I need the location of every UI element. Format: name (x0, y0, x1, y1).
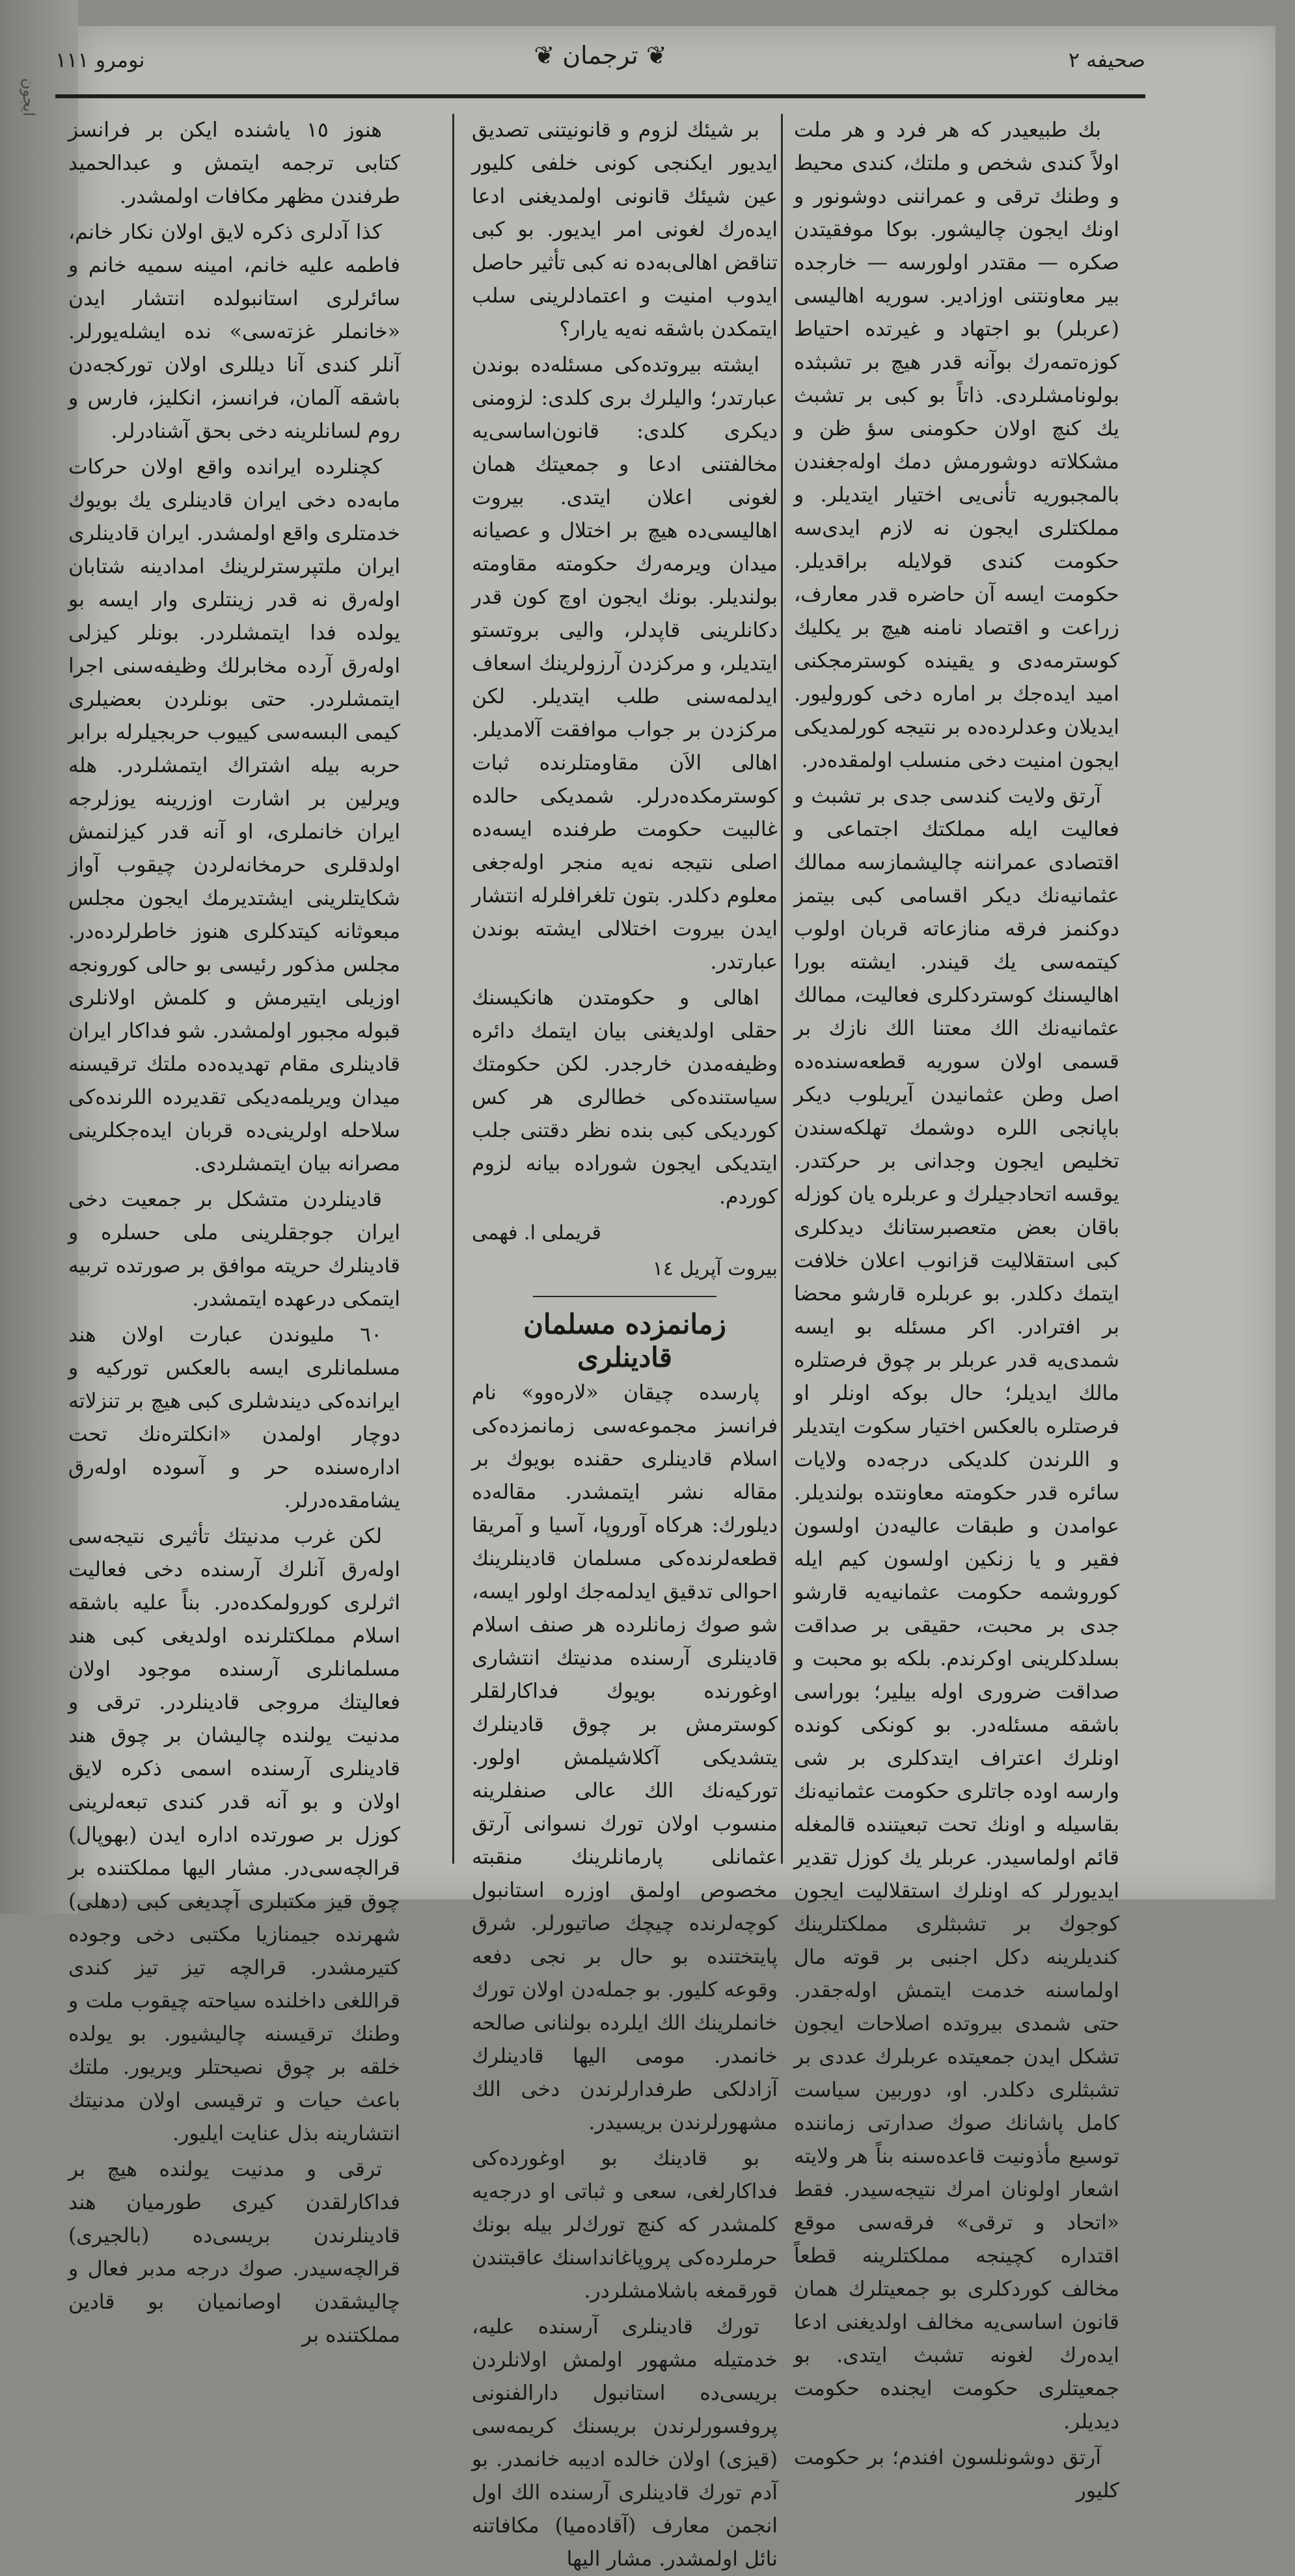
paragraph: لكن غرب مدنيتك تأثيرى نتيجه‌سى اوله‌رق آنلرك آرسنده دخى فعاليت اثرلرى كورولمكده‌در. بناً عليه باشقه اسلام مملكتلرنده اولديغى كبى هند مسلمانلرى آرسنده موجود اولان فعاليتك مروجى قادينلردر. ترقى و مدنيت يولنده چاليشان بر چوق هند قادينلرى آرسنده اسمى ذكره لايق اولان و بو آنه قدر كندى تبعه‌لرينى كوزل بر صورتده اداره ايدن (بهوپال) قرالچه‌سى‌در. مشار اليها مملكتنده بر چوق قيز مكتبلرى آچديغى كبى (دهلى) شهرنده جيمنازيا مكتبى دخى وجوده كتيرمشدر. قرالچه تيز تيز كندى قراللغى داخلنده سياحته چيقوب ملت و وطنك ترقيسنه چاليشيور. بو يولده خلقه بر چوق نصيحتلر ويريور. ملتك باعث حيات و ترقيسى اولان مدنيتك انتشارينه بذل عنايت ايليور. (68, 1525, 400, 2145)
column-divider (781, 114, 783, 1864)
dateline: بيروت آپريل ١٤ (652, 1257, 778, 1280)
paragraph: آرتق ولايت كندسى جدى بر تشبث و فعاليت ايله مملكتك اجتماعى و اقتصادى عمراننه چاليشمازسه ممالك عثمانيه‌نك ديكر اقسامى كبى بيتمز دوكنمز فرقه منازعاته قربان اولوب كيتمه‌سى يك قيندر. ايشته بورا اهاليسنك كوستردكلرى فعاليت، ممالك عثمانيه‌نك الك معتنا الك نازك بر قسمى اولان سوريه قطعه‌سنده‌ده اصل وطن عثمانيدن آيريلوب ديكر باپانجى اللره دوشمك تهلكه‌سندن تخليص ايجون وجدانى بر حركتدر. يوقسه اتحادجيلرك و عربلره يان كوزله باقان بعض متعصبرستانك ديدكلرى كبى استقلاليت قزانوب اعلان خلافت ايتمك دكلدر. بو عربلره قارشو محضا بر افترادر. اكر مسئله بو ايسه شمدى‌يه قدر عربلر بر چوق فرصتلره مالك ايديلر؛ حال بوكه اونلر او فرصتلره بالعكس اختيار سكوت ايتديلر و اللرندن كلديكى درجه‌ده ولايات سائره قدر حكومته معاونتده بولنديلر. عوامدن و طبقات عاليه‌دن اولسون فقير و يا زنكين اولسون كيم ايله كوروشمه حكومت عثمانيه‌يه قارشو جدى بر محبت، حقيقى بر صداقت بسلدكلرينى اوكرندم. بلكه بو محبت و صداقت ضرورى اوله بيلير؛ بوراسى باشقه مسئله‌در. بو كونكى كونده اونلرك اعتراف ايتدكلرى بر شى وارسه اوده جاتلرى حكومت عثمانيه‌نك بقاسيله و اونك تحت تبعيتنده قالمغله قائم اولماسيدر. عربلر يك كوزل تقدير ايديورلر كه اونلرك استقلاليت ايجون كوجوك بر تشبثلرى مملكتلرينك كنديلرينه دكل اجنبى بر قوته مال اولماسنه خدمت ايتمش اوله‌جقدر. حتى شمدى بيروتده اصلاحات ايجون تشكل ايدن جمعيتده عربلرك عددى بر تشبثلرى دكلدر. او، دوربين سياست كامل پاشانك صوك صدارتى زماننده توسيع مأذونيت قاعده‌سنه بناً هر ولايته اشعار اولونان امرك نتيجه‌سيدر. فقط «اتحاد و ترقى» فرقه‌سى موقع اقتداره كچينجه مملكتلرينه قطعاً مخالف كوردكلرى بو جمعيتلرك همان قانون اساسى‌يه مخالف اولديغنى ادعا ايده‌رك لغونه تشبث ايتدى. بو جمعيتلرى حكومت ايجنده حكومت ديديلر. (794, 785, 1119, 2434)
article-separator (533, 1296, 716, 1297)
newspaper-title (55, 41, 1145, 70)
paragraph: هنوز ١٥ ياشنده ايكن بر فرانسز كتابى ترجمه ايتمش و عبدالحميد طرفندن مظهر مكافات اولمشدر. (68, 118, 400, 208)
column-right (794, 114, 1119, 2502)
article-heading: زمانمزده مسلمان قادينلرى (523, 1308, 726, 1373)
paragraph: ٦٠ مليوندن عبارت اولان هند مسلمانلرى ايسه بالعكس توركيه و ايرانده‌كى ديندشلرى كبى هيچ بر تنزلاته دوچار اولمدن «انكلتره‌نك تحت اداره‌سنده حر و آسوده اوله‌رق يشامقده‌درلر. (68, 1323, 400, 1512)
paragraph: آرتق دوشونلسون افندم؛ بر حكومت كليور (794, 2446, 1119, 2502)
column-left (68, 114, 400, 2347)
page-number: صحيفه ٢ (1068, 47, 1145, 72)
column-divider (452, 114, 454, 1864)
paragraph: كذا آدلرى ذكره لايق اولان نكار خانم، فاطمه عليه خانم، امينه سميه خانم و سائرلرى استانبولده انتشار ايدن «خانملر غزته‌سى» نده ايشله‌يورلر. آنلر كندى آنا ديللرى اولان توركجه‌دن باشقه آلمان، فرانسز، انكليز، فارس و روم لسانلرينه دخى بحق آشنادرلر. (68, 221, 400, 443)
edge-text: ايجون (20, 78, 38, 116)
paragraph: كچنلرده ايرانده واقع اولان حركات مابه‌ده دخى ايران قادينلرى يك بويوك خدمتلرى واقع اولمشدر. ايران قادينلرى ايران ملتپرسترلرينك امدادينه شتابان اوله‌رق نه قدر زينتلرى وار ايسه بو يولده فدا ايتمشلردر. بونلر كيزلى اوله‌رق آرده مخابرلك وظيفه‌سنى اجرا ايتمشلردر. حتى بونلردن بعضيلرى كيمى البسه‌سى كييوب حربجيلرله برابر حربه بيله اشتراك ايتمشلردر. هله ويرلين بر اشارت اوزرينه يوزلرجه ايران خانملرى، او آنه قدر كيزلنمش اولدقلرى حرمخانه‌لردن چيقوب آواز شكايتلرينى ايشتديرمك ايجون مجلس مبعوثانه كيتدكلرى هنوز خاطرلرده‌در. مجلس مذكور رئيسى بو حالى كورونجه اوزيلى ايتيرمش و كلمش اولانلرى قبوله مجبور اولمشدر. شو فداكار ايران قادينلرى مقام تهديده‌ده ملتك ترقيسنه ميدان ويريلمه‌ديكى تقديرده اللرنده‌كى سلاحله اولرينى‌ده قربان ايده‌جكلرينى مصرانه بيان ايتمشلردى. (68, 455, 400, 1175)
adjacent-page-edge (0, 0, 78, 1914)
masthead (55, 36, 1145, 94)
newspaper-name: ترجمان (562, 41, 638, 70)
paragraph: بر شيئك لزوم و قانونيتنى تصديق ايديور ايكنجى كونى خلفى كليور عين شيئك قانونى اولمديغنى ادعا ايده‌رك لغونى امر ايديور. بو كبى تناقض اهالى‌به‌ده نه كبى تأثير حاصل ايدوب امنيت و اعتمادلرينى سلب ايتمكدن باشقه نه‌يه يارار؟ (472, 118, 778, 341)
header-rule (55, 94, 1145, 98)
paragraph: بك طبيعيدر كه هر فرد و هر ملت اولاً كندى شخص و ملتك، كندى محيط و وطنك ترقى و عمراننى دوشونور و اونك ايجون چاليشور. بوكا موفقيتدن صكره — مقتدر اولورسه — خارجده بير معاونتنى اوزادير. سوريه اهاليسى (عربلر) بو اجتهاد و غيرتده احتياط كوزه‌تمه‌رك بوآنه قدر هيچ بر تشبثده بولونامشلردى. ذاتاً بو كبى بر تشبث يك كنچ اولان حكومنى سؤ ظن و مشكلاته دوشورمش دمك اوله‌جغندن بالمجبوريه تأنى‌يى اختيار ايتديلر. و مملكتلرى ايجون نه لازم ايدى‌سه حكومت كندى قولايله براقديلر. حكومت ايسه آن حاضره قدر معارف، زراعت و اقتصاد نامنه هيچ بر يكليك كوسترمه‌دى و يقينده كوسترمجكنى اميد ايده‌جك بر اماره دخى كوروليور. ايديلان وعدلرده‌ده بر نتيجه كورلمديكى ايجون امنيت دخى منسلب اولمقده‌در. (794, 118, 1119, 772)
issue-number: نومرو ١١١ (55, 47, 145, 72)
column-middle (472, 114, 778, 2571)
paragraph: ايشته بيروتده‌كى مسئله‌ده بوندن عبارتدر؛ واليلرك برى كلدى: لزومنى ديكرى كلدى: قانون‌اساسى‌يه مخالفتنى ادعا و جمعيتك همان لغونى اعلان ايتدى. بيروت اهاليسى‌ده هيچ بر اختلال و عصيانه ميدان ويرمه‌رك حكومته مقاومته بولنديلر. بونك ايجون اوچ كون قدر دكانلرينى قاپدلر، واليى بروتستو ايتديلر، و مركزدن آرزولرينك اسعاف ايدلمه‌سنى طلب ايتديلر. لكن مركزدن بر جواب موافقت آلامديلر. اهالى الاَن مقاومتلرنده ثبات كوسترمكده‌درلر. شمديكى حالده غالبيت حكومت طرفنده ايسه‌ده اصلى نتيجه نه‌يه منجر اوله‌جغى معلوم دكلدر. بتون تلغرافلرله انتشار ايدن بيروت اختلالى ايشته بوندن عبارتدر. (472, 353, 778, 974)
ornament-icon: ❦ (534, 41, 563, 70)
paragraph: قادينلردن متشكل بر جمعيت دخى ايران جوجقلرينى ملى حسلره و قادينلرك حريته موافق بر صورتده تربيه ايتمكى درعهده ايتمشدر. (68, 1188, 400, 1311)
paragraph: بو قادينك بو اوغورده‌كى فداكارلغى، سعى و ثباتى او درجه‌يه كلمشدر كه كنچ تورك‌لر بيله بونك حرملرده‌كى پروپاغانداسنك عاقبتندن قورقمغه باشلامشلردر. (472, 2147, 778, 2303)
paragraph: پارسده چيقان «لاره‌وو» نام فرانسز مجموعه‌سى زمانمزده‌كى اسلام قادينلرى حقنده بويوك بر مقاله نشر ايتمشدر. مقاله‌ده ديلورك: هركاه آوروپا، آسيا و آمريقا قطعه‌لرنده‌كى مسلمان قادينلرينك احوالى تدقيق ايدلمه‌جك اولور ايسه، شو صوك زمانلرده هر صنف اسلام قادينلرى آرسنده مدنيتك انتشارى اوغورنده بويوك فداكارلقلر كوسترمش بر چوق قادينلرك يتشديكى آكلاشيلمش اولور. توركيه‌نك الك عالى صنفلرينه منسوب اولان تورك نسوانى آرتق عثمانلى پارمانلرينك منقبته مخصوص اولمق اوزره استانبول كوچه‌لرنده چيچك صاتيورلر. شرق پايتختنده بو حال بر نجى دفعه وقوعه كليور. بو جمله‌دن اولان تورك خانملرينك الك ايلرده بولنانى صالحه خانمدر. مومى اليها قادينلرك آزادلكى طرفدارلرندن دخى الك مشهورلرندن بريسيدر. (472, 1381, 778, 2134)
paragraph: اهالى و حكومتدن هانكيسنك حقلى اولديغنى بيان ايتمك دائره وظيفه‌مدن خارجدر. لكن حكومتك سياستنده‌كى خطالرى هر كس كورديكى كبى بنده نظر دقتنى جلب ايتديكى ايجون شوراده بيانه لزوم كوردم. (472, 986, 778, 1209)
paragraph: ترقى و مدنيت يولنده هيچ بر فداكارلقدن كيرى طورميان هند قادينلرندن بريسى‌ده (بالجيرى) قرالچه‌سيدر. صوك درجه مدبر فعال و چاليشقدن اوصانميان بو قادين مملكتنده بر (68, 2158, 400, 2347)
author-signature: قريملى ا. فهمى (472, 1222, 601, 1244)
paragraph: تورك قادينلرى آرسنده عليه، خدمتيله مشهور اولمش اولانلردن بريسى‌ده استانبول دارالفنونى پروفسورلرندن بريسنك كريمه‌سى (قيزى) اولان خالده اديبه خانمدر. بو آدم تورك قادينلرى آرسنده الك اول انجمن معارف (آقاده‌ميا) مكافاتنه نائل اولمشدر. مشار اليها (472, 2315, 778, 2571)
ornament-icon: ❦ (646, 41, 667, 70)
